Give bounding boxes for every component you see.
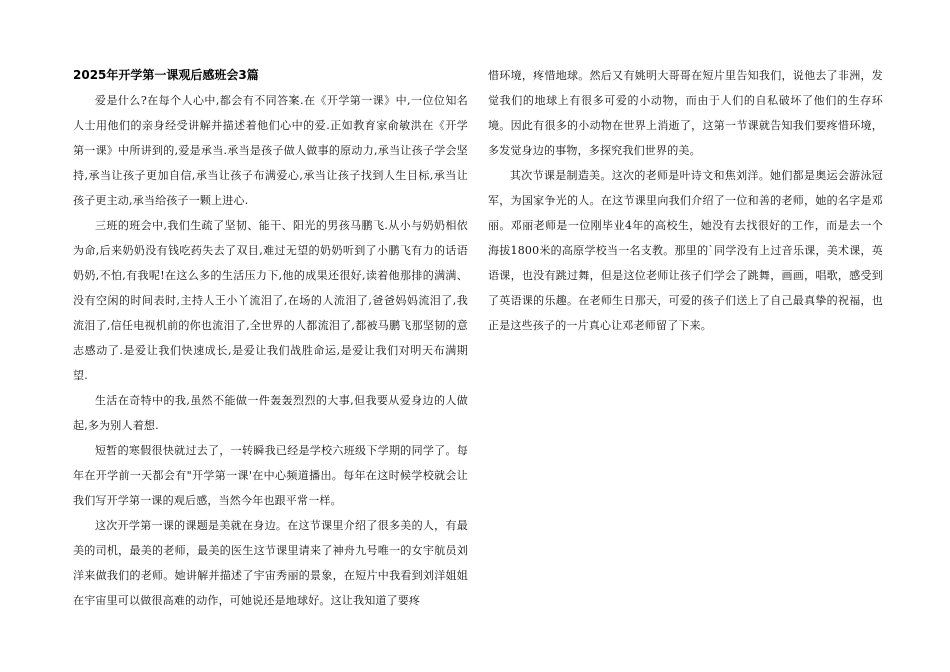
paragraph-continued: 惜环境，疼惜地球。然后又有姚明大哥哥在短片里告知我们，说他去了非洲，发觉我们的地球上有很多可爱的小动物，而由于人们的自私破坏了他们的生存环境。因此有很多的小动物在世界上消逝了，这第一节课就告知我们要疼惜环境，多发觉身边的事物，多探究我们世界的美。 xyxy=(488,69,883,157)
right-column xyxy=(488,63,883,338)
paragraph: 这次开学第一课的课题是美就在身边。在这节课里介绍了很多美的人，有最美的司机，最美的老师，最美的医生这节课里请来了神舟九号唯一的女宇航员刘洋来做我们的老师。她讲解并描述了宇宙秀丽的景象，在短片中我看到刘洋姐姐在宇宙里可以做很高难的动作，可她说还是地球好。这让我知道了要疼 xyxy=(73,519,468,607)
paragraph: 三班的班会中,我们生疏了坚韧、能干、阳光的男孩马鹏飞.从小与奶奶相依为命,后来奶奶没有钱吃药失去了双目,难过无望的奶奶听到了小鹏飞有力的话语奶奶,不怕,有我呢!在这么多的生活压力下,他的成果还很好,读着他那排的满满、没有空闲的时间表时,主持人王小丫流泪了,在场的人流泪了,爸爸妈妈流泪了,我流泪了,信任电视机前的你也流泪了,全世界的人都流泪了,都被马鹏飞那坚韧的意志感动了.是爱让我们快速成长,是爱让我们战胜命运,是爱让我们对明天布满期望. xyxy=(73,219,468,382)
left-column xyxy=(73,63,468,613)
paragraph: 其次节课是制造美。这次的老师是叶诗文和焦刘洋。她们都是奥运会游泳冠军，为国家争光的人。在这节课里向我们介绍了一位和善的老师，她的名字是邓丽。邓丽老师是一位刚毕业4年的高校生，她没有去找很好的工作，而是去一个海拔1800米的高原学校当一名支教。那里的`同学没有上过音乐课，美术课，英语课，也没有跳过舞，但是这位老师让孩子们学会了跳舞，画画，唱歌，感受到了英语课的乐趣。在老师生日那天，可爱的孩子们送上了自己最真挚的祝福，也正是这些孩子的一片真心让邓老师留了下来。 xyxy=(488,169,883,332)
paragraph: 爱是什么?在每个人心中,都会有不同答案.在《开学第一课》中,一位位知名人士用他们的亲身经受讲解并描述着他们心中的爱.正如教育家俞敏洪在《开学第一课》中所讲到的,爱是承当.承当是孩子做人做事的原动力,承当让孩子学会坚持,承当让孩子更加自信,承当让孩子布满爱心,承当让孩子找到人生目标,承当让孩子更主动,承当给孩子一颗上进心. xyxy=(73,94,468,207)
paragraph: 生活在奇特中的我,虽然不能做一件轰轰烈烈的大事,但我要从爱身边的人做起,多为别人着想. xyxy=(73,394,468,432)
document-title: 2025年开学第一课观后感班会3篇 xyxy=(73,68,259,82)
paragraph: 短暂的寒假很快就过去了，一转瞬我已经是学校六班级下学期的同学了。每年在开学前一天都会有"开学第一课'在中心频道播出。每年在这时候学校就会让我们写开学第一课的观后感，当然今年也跟平常一样。 xyxy=(73,444,468,507)
